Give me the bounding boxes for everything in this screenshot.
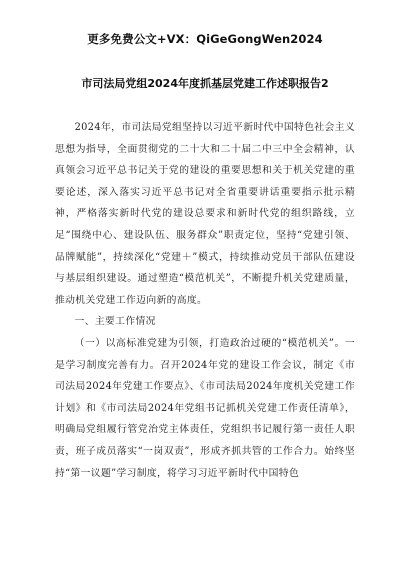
paragraph-intro: 2024年，市司法局党组坚持以习近平新时代中国特色社会主义思想为指导，全面贯彻党的二十大和二十届二中三中全会精神，认真领会习近平总书记关于党的建设的重要思想和关于机关党建的重要论述，深入落实习近平总书记对全省重要讲话重要指示批示精神，严格落实新时代党的建设总要求和新时代党的组织路线，立足“围绕中心、建设队伍、服务群众”职责定位，坚持“党建引领、品牌赋能”，持续深化“党建＋”模式，持续推动党员干部队伍建设与基层组织建设。通过塑造“模范机关”，不断提升机关党建质量，推动机关党建工作迈向新的高度。 [55,122,355,306]
paragraph-section-1: （一）以高标准党建为引领，打造政治过硬的“模范机关”。一是学习制度完善有力。召开2024年党的建设工作会议，制定《市司法局2024年党建工作要点》、《市司法局2024年度机关党建工作计划》和《市司法局2024年党组书记抓机关党建工作责任清单》，明确局党组履行管党治党主体责任，党组织书记履行第一责任人职责，班子成员落实“一岗双责”，形成齐抓共管的工作合力。始终坚持“第一议题”学习制度，将学习习近平新时代中国特色 [55,337,355,479]
page-title: 市司法局党组2024年度抓基层党建工作述职报告2 [81,77,329,90]
section-heading: 一、主要工作情况 [74,316,156,328]
watermark-text: 更多免费公文+VX：QiGeGongWen2024 [87,32,323,46]
document-body [55,117,355,484]
